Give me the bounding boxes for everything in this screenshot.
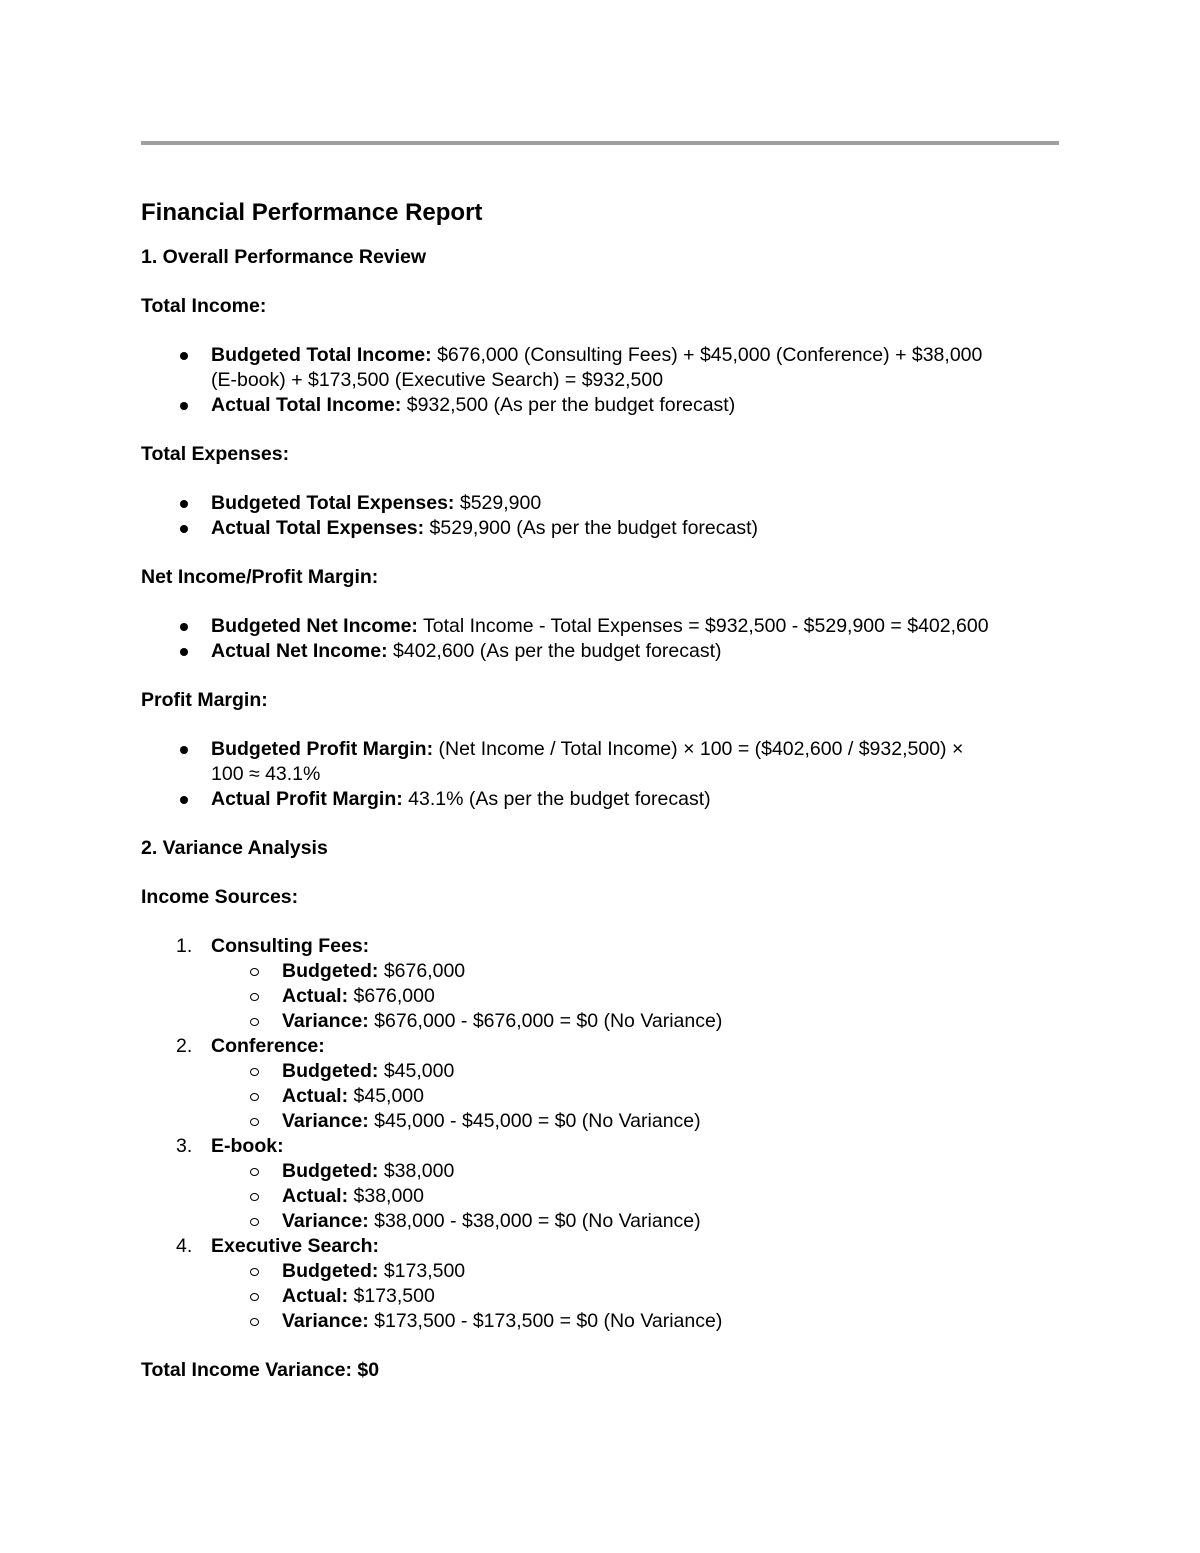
subheading-income-sources: Income Sources:: [141, 886, 299, 908]
circle-bullet-icon: [250, 1293, 259, 1301]
list-item: [141, 787, 1001, 812]
source-details: [211, 1159, 1001, 1234]
item-text: $676,000 - $676,000 = $0 (No Variance): [368, 1010, 723, 1032]
circle-bullet-icon: [250, 1268, 259, 1276]
subheading-profit-margin: Profit Margin:: [141, 689, 268, 711]
document-body: [141, 196, 1001, 1383]
page-title: Financial Performance Report: [141, 199, 483, 226]
subheading-total-income: Total Income:: [141, 295, 267, 317]
source-details: [211, 1259, 1001, 1334]
income-sources-list: [141, 934, 1001, 1334]
circle-bullet-icon: [250, 1068, 259, 1076]
subheading-net-income: Net Income/Profit Margin:: [141, 566, 379, 588]
item-text: $45,000: [348, 1085, 424, 1107]
circle-bullet-icon: [250, 1168, 259, 1176]
list-item: [211, 1259, 1001, 1284]
item-label: Actual Total Expenses:: [211, 517, 425, 539]
item-label: Budgeted:: [282, 1260, 379, 1282]
item-text: $402,600 (As per the budget forecast): [387, 640, 722, 662]
item-number: 4.: [176, 1235, 193, 1257]
item-text: $529,900 (As per the budget forecast): [424, 517, 759, 539]
circle-bullet-icon: [250, 1193, 259, 1201]
item-text: $676,000 (Consulting Fees) + $45,000 (Conference) + $38,000 (E-book) + $173,500 (Executive Search) = $932,500: [211, 344, 983, 391]
bullet-icon: [180, 623, 188, 631]
total-expenses-list: [141, 491, 1001, 541]
section-heading-overall: 1. Overall Performance Review: [141, 246, 427, 268]
income-source-item: [141, 1134, 1001, 1234]
bullet-icon: [180, 525, 188, 533]
circle-bullet-icon: [250, 1018, 259, 1026]
circle-bullet-icon: [250, 1318, 259, 1326]
item-text: $932,500 (As per the budget forecast): [401, 394, 736, 416]
income-source-item: [141, 1034, 1001, 1134]
item-text: $173,500: [378, 1260, 466, 1282]
section-heading-variance: 2. Variance Analysis: [141, 837, 328, 859]
item-text: Total Income - Total Expenses = $932,500 - $529,900 = $402,600: [417, 615, 989, 637]
item-label: Variance:: [282, 1110, 369, 1132]
item-text: 43.1% (As per the budget forecast): [402, 788, 711, 810]
item-label: Budgeted:: [282, 960, 379, 982]
profit-margin-list: [141, 737, 1001, 812]
list-item: [141, 393, 1001, 418]
list-item: [211, 1209, 1001, 1234]
item-label: Budgeted Profit Margin:: [211, 738, 434, 760]
bullet-icon: [180, 796, 188, 804]
item-label: Budgeted:: [282, 1060, 379, 1082]
bullet-icon: [180, 746, 188, 754]
item-text: $173,500: [348, 1285, 435, 1307]
list-item: [211, 1159, 1001, 1184]
net-income-list: [141, 614, 1001, 664]
item-label: Variance:: [282, 1210, 369, 1232]
item-text: $529,900: [454, 492, 542, 514]
item-label: Actual:: [282, 1085, 349, 1107]
circle-bullet-icon: [250, 1218, 259, 1226]
list-item: [211, 1309, 1001, 1334]
item-number: 3.: [176, 1135, 193, 1157]
item-label: Actual Total Income:: [211, 394, 402, 416]
list-item: [211, 1284, 1001, 1309]
item-label: Variance:: [282, 1310, 369, 1332]
source-name: Executive Search:: [211, 1235, 380, 1257]
source-details: [211, 959, 1001, 1034]
list-item: [211, 984, 1001, 1009]
list-item: [211, 1109, 1001, 1134]
subheading-total-expenses: Total Expenses:: [141, 443, 290, 465]
circle-bullet-icon: [250, 1093, 259, 1101]
item-label: Budgeted Total Expenses:: [211, 492, 455, 514]
circle-bullet-icon: [250, 993, 259, 1001]
circle-bullet-icon: [250, 1118, 259, 1126]
list-item: [141, 614, 1001, 639]
item-text: $676,000: [348, 985, 435, 1007]
income-source-item: [141, 1234, 1001, 1334]
source-name: Consulting Fees:: [211, 935, 370, 957]
list-item: [211, 1084, 1001, 1109]
list-item: [141, 737, 1001, 787]
item-label: Actual:: [282, 985, 349, 1007]
item-text: $38,000: [378, 1160, 455, 1182]
item-label: Variance:: [282, 1010, 369, 1032]
item-text: $38,000: [348, 1185, 424, 1207]
item-number: 1.: [176, 935, 193, 957]
item-text: $676,000: [378, 960, 466, 982]
item-label: Budgeted Net Income:: [211, 615, 418, 637]
list-item: [211, 1059, 1001, 1084]
list-item: [211, 1184, 1001, 1209]
item-text: $173,500 - $173,500 = $0 (No Variance): [368, 1310, 723, 1332]
total-income-variance: Total Income Variance: $0: [141, 1359, 380, 1381]
source-name: E-book:: [211, 1135, 284, 1157]
item-label: Actual Net Income:: [211, 640, 388, 662]
list-item: [141, 491, 1001, 516]
list-item: [211, 1009, 1001, 1034]
bullet-icon: [180, 352, 188, 360]
item-label: Actual:: [282, 1185, 349, 1207]
item-label: Budgeted Total Income:: [211, 344, 432, 366]
circle-bullet-icon: [250, 968, 259, 976]
source-details: [211, 1059, 1001, 1134]
list-item: [211, 959, 1001, 984]
total-income-list: [141, 343, 1001, 418]
horizontal-rule: [141, 141, 1059, 145]
list-item: [141, 639, 1001, 664]
bullet-icon: [180, 402, 188, 410]
item-label: Budgeted:: [282, 1160, 379, 1182]
bullet-icon: [180, 648, 188, 656]
item-text: $38,000 - $38,000 = $0 (No Variance): [368, 1210, 701, 1232]
item-number: 2.: [176, 1035, 193, 1057]
item-label: Actual Profit Margin:: [211, 788, 403, 810]
item-label: Actual:: [282, 1285, 349, 1307]
bullet-icon: [180, 500, 188, 508]
income-source-item: [141, 934, 1001, 1034]
list-item: [141, 343, 1001, 393]
item-text: $45,000 - $45,000 = $0 (No Variance): [368, 1110, 701, 1132]
item-text: (Net Income / Total Income) × 100 = ($402,600 / $932,500) × 100 ≈ 43.1%: [211, 738, 964, 785]
item-text: $45,000: [378, 1060, 455, 1082]
source-name: Conference:: [211, 1035, 325, 1057]
list-item: [141, 516, 1001, 541]
